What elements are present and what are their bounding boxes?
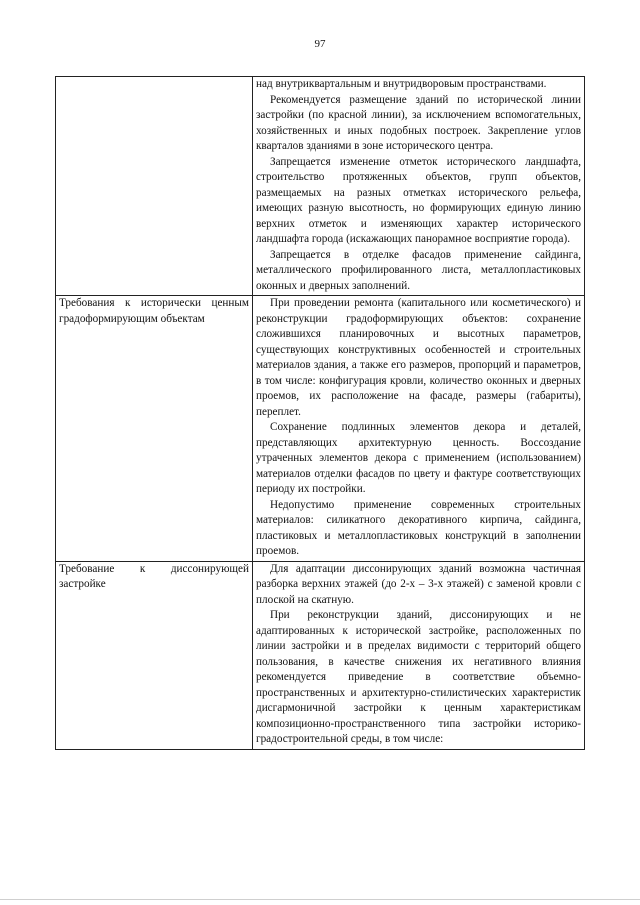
paragraph: Рекомендуется размещение зданий по исторической линии застройки (по красной линии), за исключением вспомогательных, хозяйственных и иных подобных построек. Закрепление углов кварталов зданиями в зоне исторического центра. xyxy=(256,93,581,152)
table-row xyxy=(56,561,585,749)
requirement-text-cell xyxy=(253,296,585,562)
requirement-label-cell xyxy=(56,561,253,749)
requirement-label-cell xyxy=(56,296,253,562)
paragraph: Для адаптации диссонирующих зданий возможна частичная разборка верхних этажей (до 2-х – 3-х этажей) с заменой кровли с плоской на скатную. xyxy=(256,562,581,606)
requirements-table xyxy=(55,76,585,750)
requirement-text-cell xyxy=(253,77,585,296)
paragraph: Сохранение подлинных элементов декора и деталей, представляющих архитектурную ценность. Воссоздание утраченных элементов декора с применением (использованием) материалов отделки фасадов по цвету и фактуре соответствующих периоду их постройки. xyxy=(256,421,581,495)
paragraph: над внутриквартальным и внутридворовым пространствами. xyxy=(256,78,547,90)
requirement-label-cell xyxy=(56,77,253,296)
table-row xyxy=(56,77,585,296)
paragraph: Запрещается изменение отметок исторического ландшафта, строительство протяженных объектов, групп объектов, размещаемых на разных отметках исторического рельефа, имеющих разную высотность, но формирующих единую линию верхних отметок и изменяющих характер исторического ландшафта города (искажающих панорамное восприятие города). xyxy=(256,155,581,245)
requirement-label: Требование к диссонирующей застройке xyxy=(59,562,249,590)
scan-edge-line xyxy=(0,899,640,900)
table-row xyxy=(56,296,585,562)
paragraph: При проведении ремонта (капитального или косметического) и реконструкции градоформирующих объектов: сохранение сложившихся планировочных и высотных параметров, существующих конструктивных особенностей и строительных материалов здания, а также его размеров, пропорций и параметров, в том числе: конфигурация кровли, количество оконных и дверных проемов, их расположение на фасаде, размеры (габариты), переплет. xyxy=(256,297,581,418)
requirement-text-cell xyxy=(253,561,585,749)
paragraph: Запрещается в отделке фасадов применение сайдинга, металлического профилированного листа, металлопластиковых оконных и дверных заполнений. xyxy=(256,248,581,292)
paragraph: При реконструкции зданий, диссонирующих и не адаптированных к исторической застройке, расположенных по линии застройки и в пределах видимости с территорий общего пользования, в качестве снижения их негативного влияния рекомендуется приведение в соответствие объемно-пространственных и архитектурно-стилистических характеристик дисгармоничной застройки к ценным характеристикам композиционно-пространственного типа застройки историко-градостроительной среды, в том числе: xyxy=(256,609,581,745)
page-number: 97 xyxy=(314,38,326,50)
paragraph: Недопустимо применение современных строительных материалов: силикатного декоративного кирпича, сайдинга, пластиковых и металлопластиковых конструкций в заполнении проемов. xyxy=(256,498,581,557)
requirement-label: Требования к исторически ценным градоформирующим объектам xyxy=(59,297,249,325)
